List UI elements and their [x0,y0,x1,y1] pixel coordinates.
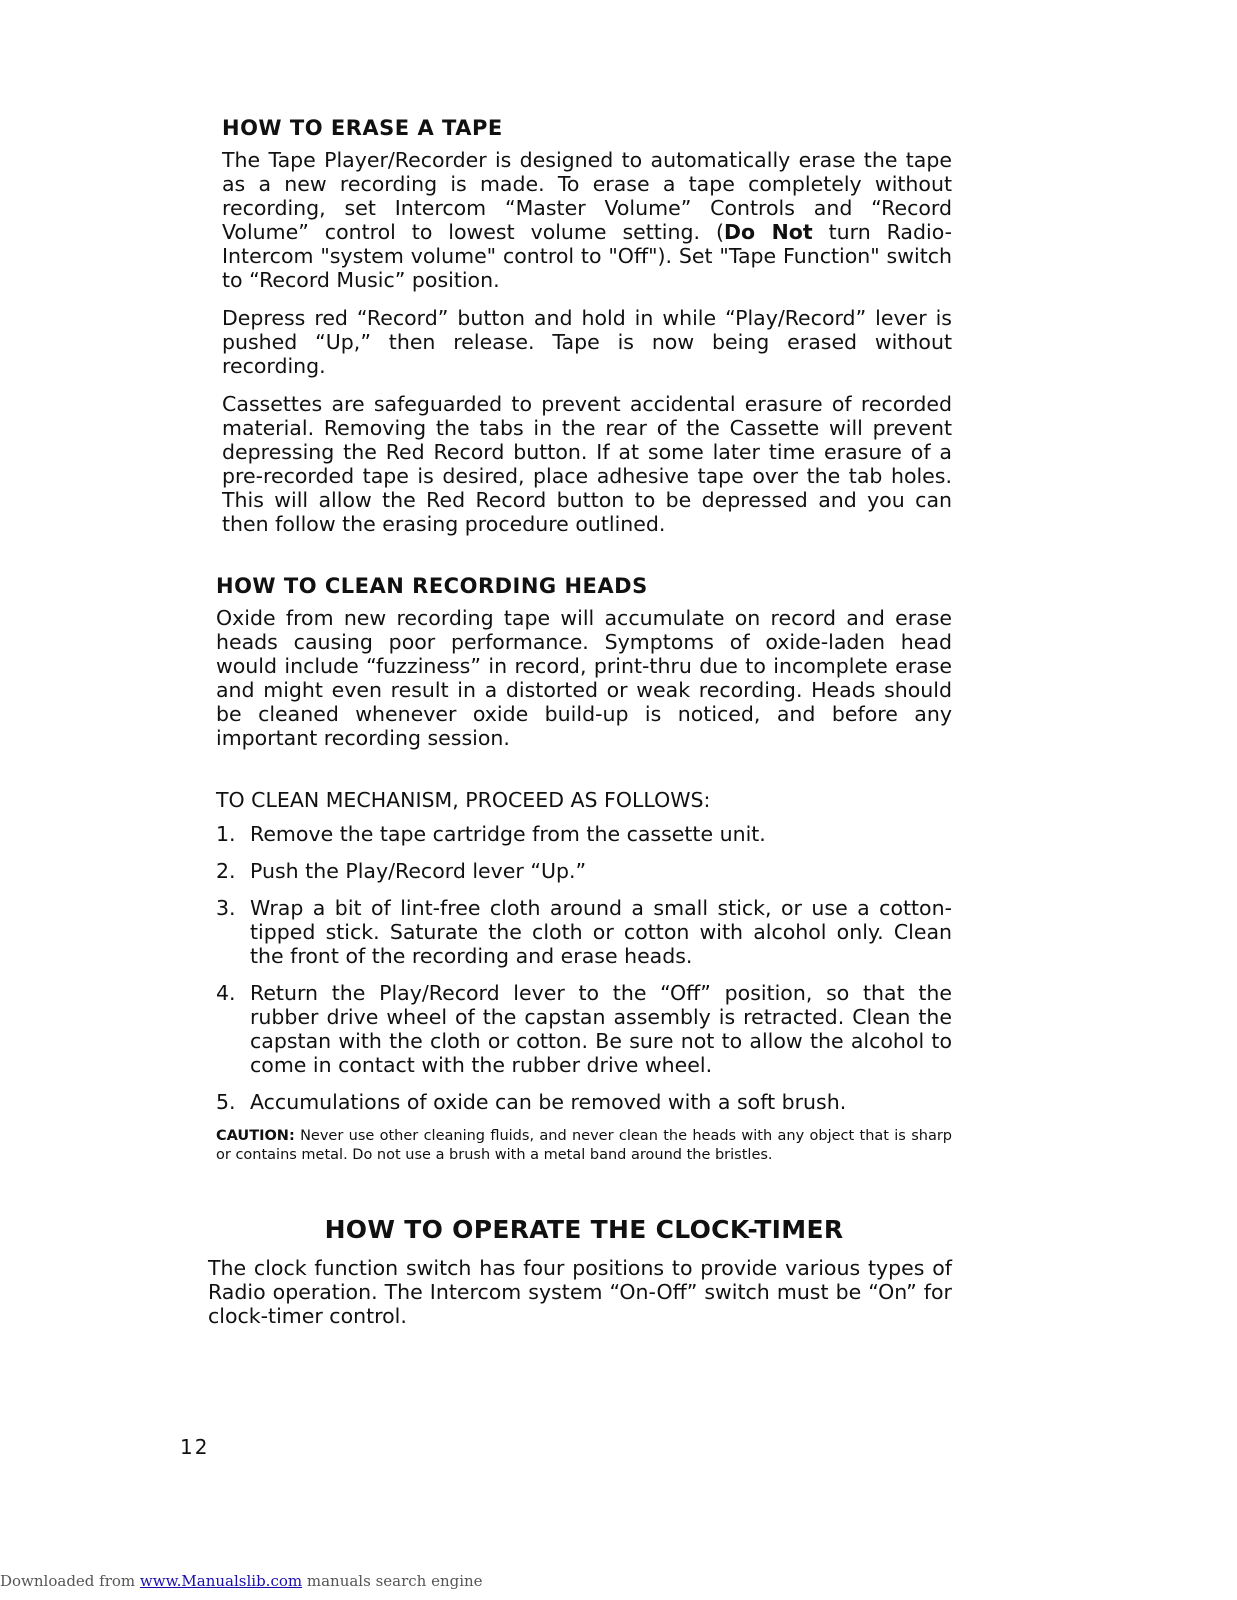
step-text: Wrap a bit of lint-free cloth around a small stick, or use a cotton-tipped stick. Saturate the cloth or cotton with alcohol only. Clean the front of the recording and erase heads. [250,896,952,968]
clock-paragraph-1: The clock function switch has four positions to provide various types of Radio operation. The Intercom system “On-Off” switch must be “On” for clock-timer control. [208,1256,952,1328]
step-text: Return the Play/Record lever to the “Off” position, so that the rubber drive wheel of the capstan assembly is retracted. Clean the capstan with the cloth or cotton. Be sure not to allow the alcohol to come in contact with the rubber drive wheel. [250,981,952,1077]
clean-section [216,574,952,1165]
caution-text: Never use other cleaning fluids, and never clean the heads with any object that is sharp or contains metal. Do not use a brush with a metal band around the bristles. [216,1128,952,1163]
caution-label: CAUTION: [216,1128,295,1144]
footer-prefix: Downloaded from [0,1572,140,1590]
step-text: Push the Play/Record lever “Up.” [250,859,587,883]
step-number: 3. [216,896,236,920]
step-text: Accumulations of oxide can be removed with a soft brush. [250,1090,847,1114]
erase-p1-part-a: The Tape Player/Recorder is designed to automatically erase the tape as a new recording is made. To erase a tape completely without recording, set Intercom “Master Volume” Controls and “Record Volume” control to lowest volume setting. ( [222,148,952,244]
step-number: 4. [216,981,236,1005]
footer-suffix: manuals search engine [302,1572,483,1590]
step-number: 1. [216,822,236,846]
erase-paragraph-2: Depress red “Record” button and hold in while “Play/Record” lever is pushed “Up,” then release. Tape is now being erased without recording. [222,306,952,378]
list-item [216,859,952,883]
step-text: Remove the tape cartridge from the cassette unit. [250,822,766,846]
erase-paragraph-1 [222,148,952,292]
step-number: 2. [216,859,236,883]
list-item [216,981,952,1077]
list-item [216,822,952,846]
clock-heading: HOW TO OPERATE THE CLOCK-TIMER [324,1215,844,1244]
list-item [216,1090,952,1114]
erase-p1-part-b: turn Radio-Intercom "system volume" control to "Off"). Set "Tape Function" switch to “Record Music” position. [222,220,953,292]
page-content [208,116,953,1342]
steps-list [216,822,952,1114]
step-number: 5. [216,1090,236,1114]
download-footer [0,1572,483,1590]
clean-heading: HOW TO CLEAN RECORDING HEADS [216,574,648,598]
clean-paragraph-1: Oxide from new recording tape will accumulate on record and erase heads causing poor performance. Symptoms of oxide-laden head would include “fuzziness” in record, print-thru due to incomplete erase and might even result in a distorted or weak recording. Heads should be cleaned whenever oxide build-up is noticed, and before any important recording session. [216,606,952,750]
page-number: 12 [180,1435,210,1459]
erase-heading: HOW TO ERASE A TAPE [222,116,503,140]
erase-section [216,116,952,536]
proceed-heading: TO CLEAN MECHANISM, PROCEED AS FOLLOWS: [216,788,711,812]
erase-p1-bold: Do Not [723,220,813,244]
list-item [216,896,952,968]
caution-note [216,1127,952,1165]
manualslib-link[interactable]: www.Manualslib.com [139,1572,303,1590]
erase-paragraph-3: Cassettes are safeguarded to prevent accidental erasure of recorded material. Removing the tabs in the rear of the Cassette will prevent depressing the Red Record button. If at some later time erasure of a pre-recorded tape is desired, place adhesive tape over the tab holes. This will allow the Red Record button to be depressed and you can then follow the erasing procedure outlined. [222,392,952,536]
clock-section [208,1215,952,1328]
